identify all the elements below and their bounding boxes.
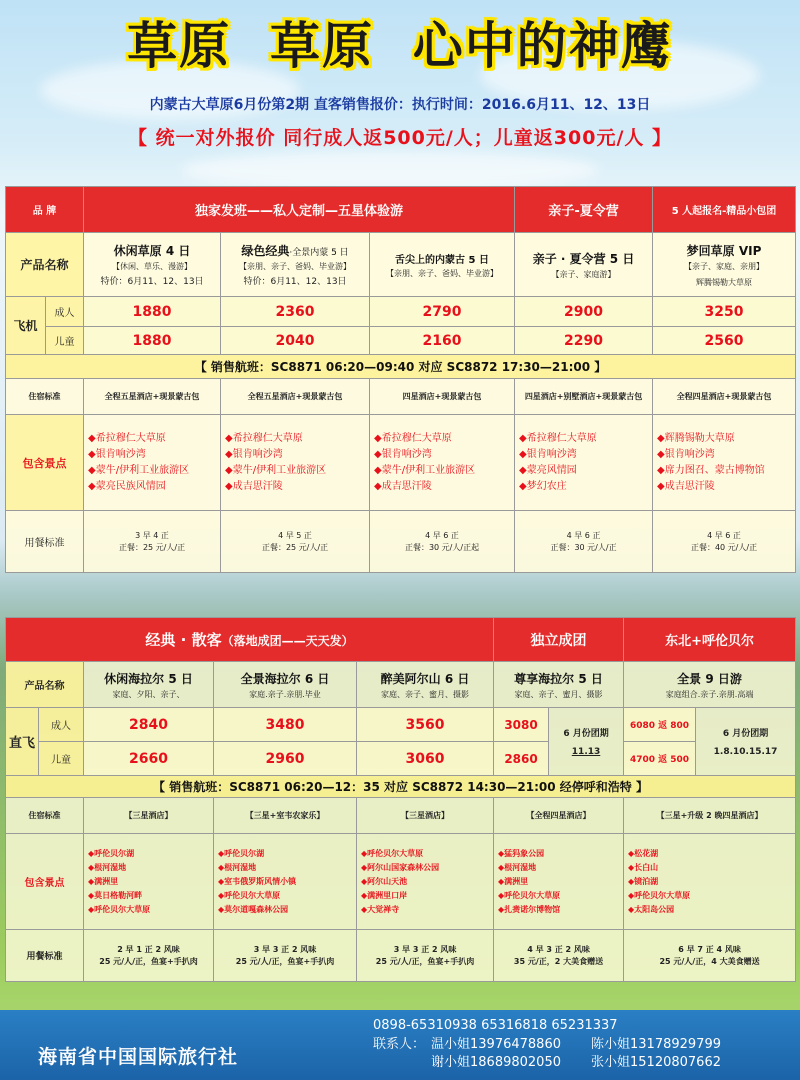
hotel-standard: 【三星+升级 2 晚四星酒店】 — [624, 798, 796, 834]
spot-list: ◆呼伦贝尔湖 ◆根河湿地 ◆满洲里 ◆莫日格勒河畔 ◆呼伦贝尔大草原 — [84, 834, 214, 930]
spot-list: ◆辉腾锡勒大草原 ◆银肯响沙湾 ◆席力图召、蒙古博物馆 ◆成吉思汗陵 — [653, 415, 796, 511]
hotel-standard: 四星酒店+现景蒙古包 — [370, 379, 515, 415]
child-label: 儿童 — [46, 327, 84, 355]
adult-price: 3250 — [653, 297, 796, 327]
hotel-label: 住宿标准 — [6, 798, 84, 834]
product-name-label: 产品名称 — [6, 662, 84, 708]
product-cell: 绿色经典·全景内蒙 5 日 【亲朋、亲子、爸妈、毕业游】 特价：6月11、12、13日 — [221, 233, 370, 297]
hotel-standard: 【三星+室韦农家乐】 — [214, 798, 357, 834]
phone-numbers: 0898-65310938 65316818 65231337 — [373, 1018, 618, 1033]
adult-price: 2900 — [515, 297, 653, 327]
contact-list: 联系人： 温小姐13976478860 陈小姐13178929799 谢小姐18689802050 张小姐15120807662 — [373, 1037, 721, 1070]
product-cell: 全景 9 日游 家庭组合.亲子.亲朋.高端 — [624, 662, 796, 708]
adult-label: 成人 — [39, 708, 84, 742]
poster-subtitle: 内蒙古大草原6月份第2期 直客销售报价：执行时间：2016.6月11、12、13日 — [149, 97, 651, 113]
child-price: 2160 — [370, 327, 515, 355]
adult-price: 2360 — [221, 297, 370, 327]
hotel-standard: 【三星酒店】 — [357, 798, 494, 834]
flight-info: 【 销售航班：SC8871 06:20—09:40 对应 SC8872 17:30—21:00 】 — [6, 355, 796, 379]
meal-standard: 4 早 6 正 正餐：40 元/人/正 — [653, 511, 796, 573]
hotel-standard: 【全程四星酒店】 — [494, 798, 624, 834]
product-cell: 醉美阿尔山 6 日 家庭、亲子、蜜月、摄影 — [357, 662, 494, 708]
brand-independent: 独立成团 — [494, 618, 624, 662]
meal-standard: 3 早 3 正 2 风味 25 元/人/正，鱼宴+手扒肉 — [214, 930, 357, 982]
meal-standard: 2 早 1 正 2 风味 25 元/人/正，鱼宴+手扒肉 — [84, 930, 214, 982]
spot-list: ◆呼伦贝尔大草原 ◆阿尔山国家森林公园 ◆阿尔山天池 ◆满洲里口岸 ◆大觉禅寺 — [357, 834, 494, 930]
price-table-1 — [5, 186, 796, 573]
poster-title: 草原 草原 心中的神鹰 — [127, 17, 673, 75]
product-cell: 休闲草原 4 日 【休闲、草乐、漫游】 特价：6月11、12、13日 — [84, 233, 221, 297]
flight-label: 飞机 — [6, 297, 46, 355]
adult-price: 2790 — [370, 297, 515, 327]
hotel-standard: 全程五星酒店+现景蒙古包 — [221, 379, 370, 415]
adult-price: 3560 — [357, 708, 494, 742]
direct-flight-label: 直飞 — [6, 708, 39, 776]
spot-list: ◆松花湖 ◆长白山 ◆镜泊湖 ◆呼伦贝尔大草原 ◆太阳岛公园 — [624, 834, 796, 930]
hotel-standard: 全程四星酒店+现景蒙古包 — [653, 379, 796, 415]
spot-label: 包含景点 — [6, 415, 84, 511]
group-dates: 6 月份团期 1.8.10.15.17 — [696, 708, 796, 776]
brand-northeast: 东北+呼伦贝尔 — [624, 618, 796, 662]
adult-price: 2840 — [84, 708, 214, 742]
meal-standard: 4 早 6 正 正餐：30 元/人/正起 — [370, 511, 515, 573]
brand-small-group: 5 人起报名-精品小包团 — [653, 187, 796, 233]
product-cell: 尊享海拉尔 5 日 家庭、亲子、蜜月、摄影 — [494, 662, 624, 708]
child-price: 4700 返 500 — [624, 742, 696, 776]
agency-name: 海南省中国国际旅行社 — [38, 1046, 239, 1068]
child-label: 儿童 — [39, 742, 84, 776]
spot-list: ◆希拉穆仁大草原 ◆银肯响沙湾 ◆蒙牛/伊利工业旅游区 ◆成吉思汗陵 — [221, 415, 370, 511]
brand-family: 亲子-夏令营 — [515, 187, 653, 233]
hotel-standard: 【三星酒店】 — [84, 798, 214, 834]
child-price: 2860 — [494, 742, 549, 776]
hotel-standard: 全程五星酒店+现景蒙古包 — [84, 379, 221, 415]
product-cell: 亲子 · 夏令营 5 日 【亲子、家庭游】 — [515, 233, 653, 297]
meal-label: 用餐标准 — [6, 930, 84, 982]
brand-exclusive: 独家发班——私人定制—五星体验游 — [84, 187, 515, 233]
flight-info: 【 销售航班：SC8871 06:20—12：35 对应 SC8872 14:30—21:00 经停呼和浩特 】 — [6, 776, 796, 798]
hotel-label: 住宿标准 — [6, 379, 84, 415]
rebate-banner: 【 统一对外报价 同行成人返500元/人；儿童返300元/人 】 — [127, 127, 673, 149]
meal-standard: 4 早 5 正 正餐：25 元/人/正 — [221, 511, 370, 573]
meal-standard: 3 早 3 正 2 风味 25 元/人/正，鱼宴+手扒肉 — [357, 930, 494, 982]
adult-price: 6080 返 800 — [624, 708, 696, 742]
brand-label: 品 牌 — [6, 187, 84, 233]
group-dates: 6 月份团期 11.13 — [549, 708, 624, 776]
child-price: 2960 — [214, 742, 357, 776]
product-cell: 梦回草原 VIP 【亲子、家庭、亲朋】 辉腾锡勒大草原 — [653, 233, 796, 297]
meal-standard: 4 早 6 正 正餐：30 元/人/正 — [515, 511, 653, 573]
spot-list: ◆希拉穆仁大草原 ◆银肯响沙湾 ◆蒙牛/伊利工业旅游区 ◆蒙亮民族风情园 — [84, 415, 221, 511]
spot-label: 包含景点 — [6, 834, 84, 930]
brand-classic: 经典 · 散客（落地成团——天天发） — [6, 618, 494, 662]
adult-price: 3080 — [494, 708, 549, 742]
spot-list: ◆希拉穆仁大草原 ◆银肯响沙湾 ◆蒙牛/伊利工业旅游区 ◆成吉思汗陵 — [370, 415, 515, 511]
product-name-label: 产品名称 — [6, 233, 84, 297]
product-cell: 全景海拉尔 6 日 家庭.亲子.亲朋.毕业 — [214, 662, 357, 708]
product-cell: 舌尖上的内蒙古 5 日 【亲朋、亲子、爸妈、毕业游】 — [370, 233, 515, 297]
adult-price: 3480 — [214, 708, 357, 742]
price-table-2 — [5, 617, 796, 982]
meal-standard: 4 早 3 正 2 风味 35 元/正，2 大美食赠送 — [494, 930, 624, 982]
adult-price: 1880 — [84, 297, 221, 327]
child-price: 3060 — [357, 742, 494, 776]
child-price: 2660 — [84, 742, 214, 776]
spot-list: ◆猛犸象公园 ◆根河湿地 ◆满洲里 ◆呼伦贝尔大草原 ◆扎赉诺尔博物馆 — [494, 834, 624, 930]
child-price: 2560 — [653, 327, 796, 355]
meal-standard: 6 早 7 正 4 风味 25 元/人/正，4 大美食赠送 — [624, 930, 796, 982]
meal-standard: 3 早 4 正 正餐：25 元/人/正 — [84, 511, 221, 573]
product-cell: 休闲海拉尔 5 日 家庭、夕阳、亲子、 — [84, 662, 214, 708]
spot-list: ◆希拉穆仁大草原 ◆银肯响沙湾 ◆蒙亮风情园 ◆梦幻农庄 — [515, 415, 653, 511]
hotel-standard: 四星酒店+别墅酒店+现景蒙古包 — [515, 379, 653, 415]
meal-label: 用餐标准 — [6, 511, 84, 573]
adult-label: 成人 — [46, 297, 84, 327]
child-price: 2040 — [221, 327, 370, 355]
child-price: 1880 — [84, 327, 221, 355]
spot-list: ◆呼伦贝尔湖 ◆根河湿地 ◆室韦俄罗斯风情小镇 ◆呼伦贝尔大草原 ◆莫尔道嘎森林公园 — [214, 834, 357, 930]
child-price: 2290 — [515, 327, 653, 355]
